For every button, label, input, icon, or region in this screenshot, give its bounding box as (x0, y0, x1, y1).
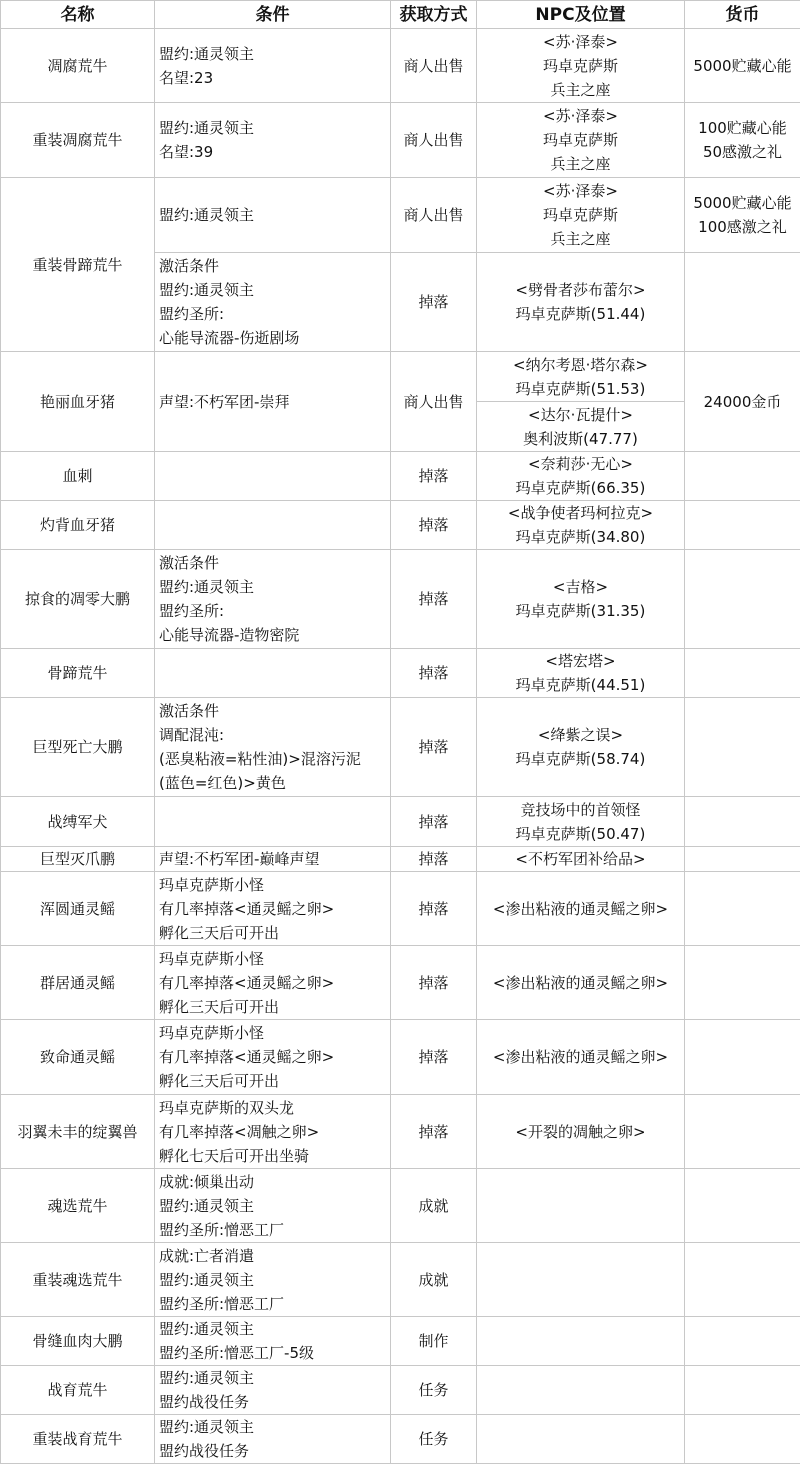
cell-mount-name (1, 649, 155, 698)
cell-text-line: 盟约圣所:憎恶工厂 (159, 1220, 285, 1239)
cell-npc-location (477, 352, 685, 402)
cell-mount-name (1, 29, 155, 103)
table-row (1, 797, 800, 847)
cell-text-line: 盟约圣所:憎恶工厂 (159, 1294, 285, 1313)
header-condition: 条件 (155, 1, 391, 29)
cell-source (391, 452, 477, 501)
cell-condition (155, 797, 391, 847)
cell-source (391, 1243, 477, 1317)
cell-text-line: 名望:23 (159, 68, 214, 87)
cell-mount-name (1, 550, 155, 649)
cell-text-line: <苏·泽泰> (543, 182, 618, 200)
cell-mount-name (1, 847, 155, 872)
header-npc-location: NPC及位置 (477, 1, 685, 29)
cell-text-line: <渗出粘液的通灵鳐之卵> (492, 899, 669, 918)
cell-text-line: 有几率掉落<通灵鳐之卵> (159, 1048, 335, 1066)
cell-mount-name (1, 698, 155, 797)
cell-condition (155, 946, 391, 1020)
cell-mount-name (1, 1317, 155, 1366)
cell-text-line: 盟约战役任务 (159, 1393, 250, 1411)
header-name: 名称 (1, 1, 155, 29)
cell-text-line: 玛卓克萨斯(66.35) (515, 479, 646, 497)
cell-text-line: 玛卓克萨斯(58.74) (515, 750, 646, 768)
cell-source (391, 872, 477, 946)
cell-npc-location (477, 872, 685, 946)
cell-text-line: 掉落 (418, 516, 449, 534)
cell-mount-name (1, 1366, 155, 1415)
cell-condition (155, 1095, 391, 1169)
cell-source (391, 1095, 477, 1169)
cell-text-line: 致命通灵鳐 (39, 1048, 115, 1066)
cell-text-line: <劈骨者莎布蕾尔> (515, 281, 646, 299)
table-body (1, 29, 800, 1464)
table-row (1, 1243, 800, 1317)
cell-text-line: 激活条件 (159, 702, 220, 720)
cell-text-line: 调配混沌: (159, 726, 225, 744)
cell-text-line: 掉落 (418, 664, 449, 682)
cell-text-line: <吉格> (552, 578, 609, 596)
cell-source (391, 103, 477, 178)
cell-text-line: <战争使者玛柯拉克> (507, 504, 654, 522)
header-currency: 货币 (685, 1, 800, 29)
cell-condition (155, 178, 391, 253)
cell-source (391, 1415, 477, 1464)
cell-text-line: 成就 (418, 1270, 449, 1289)
cell-text-line: 掉落 (418, 590, 449, 608)
cell-text-line: 重装骨蹄荒牛 (32, 255, 123, 274)
cell-mount-name (1, 352, 155, 452)
cell-npc-location (477, 1095, 685, 1169)
table-row (1, 946, 800, 1020)
cell-text-line: 激活条件 (159, 257, 220, 275)
cell-text-line: 玛卓克萨斯(51.53) (515, 379, 646, 398)
cell-text-line: 掉落 (418, 973, 449, 992)
cell-currency (685, 797, 800, 847)
cell-condition (155, 1317, 391, 1366)
cell-text-line: 孵化三天后可开出 (159, 997, 280, 1016)
cell-text-line: 制作 (418, 1332, 449, 1350)
cell-text-line: <渗出粘液的通灵鳐之卵> (492, 973, 669, 992)
cell-text-line: 有几率掉落<通灵鳐之卵> (159, 973, 335, 992)
cell-currency (685, 1366, 800, 1415)
cell-npc-location (477, 103, 685, 178)
cell-text-line: 重装魂选荒牛 (32, 1270, 123, 1289)
cell-text-line: 玛卓克萨斯的双头龙 (159, 1098, 295, 1117)
cell-mount-name (1, 1020, 155, 1095)
cell-text-line: 心能导流器-造物密院 (159, 626, 300, 644)
cell-source (391, 29, 477, 103)
table-row (1, 1366, 800, 1415)
cell-text-line: 掉落 (418, 467, 449, 485)
cell-condition (155, 253, 391, 352)
table-row (1, 698, 800, 797)
cell-source (391, 253, 477, 352)
cell-condition (155, 1366, 391, 1415)
cell-text-line: 重装战育荒牛 (32, 1430, 123, 1448)
table-row (1, 1415, 800, 1464)
cell-text-line: 兵主之座 (550, 230, 611, 248)
cell-text-line: 战缚军犬 (47, 812, 108, 831)
cell-text-line: 玛卓克萨斯(44.51) (515, 676, 646, 694)
cell-text-line: 玛卓克萨斯小怪 (159, 875, 265, 894)
cell-text-line: 盟约圣所: (159, 305, 225, 323)
cell-source (391, 847, 477, 872)
table-row (1, 872, 800, 946)
cell-mount-name (1, 501, 155, 550)
cell-text-line: 玛卓克萨斯(34.80) (515, 528, 646, 546)
cell-npc-location (477, 1020, 685, 1095)
cell-npc-location (477, 253, 685, 352)
header-source: 获取方式 (391, 1, 477, 29)
cell-currency (685, 550, 800, 649)
table-row (1, 103, 800, 178)
cell-condition (155, 103, 391, 178)
cell-text-line: 掉落 (418, 293, 449, 311)
cell-text-line: <开裂的凋触之卵> (515, 1122, 646, 1141)
cell-source (391, 352, 477, 452)
cell-source (391, 1020, 477, 1095)
cell-text-line: 盟约:通灵领主 (159, 578, 255, 596)
cell-text-line: <苏·泽泰> (543, 32, 618, 51)
cell-text-line: 重装凋腐荒牛 (32, 131, 123, 149)
cell-text-line: 名望:39 (159, 143, 214, 161)
cell-npc-location (477, 402, 685, 452)
cell-currency (685, 872, 800, 946)
cell-mount-name (1, 103, 155, 178)
cell-source (391, 178, 477, 253)
cell-text-line: 盟约圣所: (159, 602, 225, 620)
cell-npc-location (477, 550, 685, 649)
cell-source (391, 797, 477, 847)
cell-currency (685, 1095, 800, 1169)
cell-text-line: 战育荒牛 (47, 1381, 108, 1399)
cell-text-line: 盟约:通灵领主 (159, 1196, 255, 1215)
cell-npc-location (477, 1243, 685, 1317)
cell-text-line: 掠食的凋零大鹏 (24, 590, 130, 608)
cell-mount-name (1, 946, 155, 1020)
cell-text-line: <达尔·瓦提什> (528, 405, 633, 424)
cell-text-line: <苏·泽泰> (543, 107, 618, 125)
cell-currency (685, 29, 800, 103)
cell-text-line: 凋腐荒牛 (47, 56, 108, 75)
cell-text-line: 盟约:通灵领主 (159, 281, 255, 299)
cell-text-line: 玛卓克萨斯 (542, 56, 618, 75)
cell-currency (685, 698, 800, 797)
table-row (1, 1317, 800, 1366)
cell-mount-name (1, 797, 155, 847)
cell-source (391, 1366, 477, 1415)
cell-text-line: 商人出售 (403, 56, 464, 75)
cell-npc-location (477, 452, 685, 501)
cell-text-line: (恶臭粘液=粘性油)>混溶污泥 (159, 750, 361, 768)
cell-text-line: 玛卓克萨斯 (542, 131, 618, 149)
cell-mount-name (1, 452, 155, 501)
cell-text-line: 盟约:通灵领主 (159, 1270, 255, 1289)
cell-text-line: 巨型死亡大鹏 (32, 738, 123, 756)
cell-condition (155, 352, 391, 452)
cell-source (391, 1169, 477, 1243)
cell-currency (685, 1317, 800, 1366)
cell-condition (155, 501, 391, 550)
table-row (1, 1169, 800, 1243)
cell-text-line: <不朽军团补给品> (515, 850, 646, 868)
cell-text-line: 玛卓克萨斯(50.47) (515, 824, 646, 843)
cell-npc-location (477, 847, 685, 872)
cell-text-line: 成就:倾巢出动 (159, 1172, 255, 1191)
cell-mount-name (1, 1243, 155, 1317)
cell-text-line: 竞技场中的首领怪 (520, 800, 641, 819)
cell-text-line: 孵化三天后可开出 (159, 923, 280, 942)
cell-condition (155, 29, 391, 103)
cell-currency (685, 178, 800, 253)
cell-source (391, 1317, 477, 1366)
cell-currency (685, 1020, 800, 1095)
cell-text-line: 5000贮藏心能 (693, 194, 792, 212)
cell-condition (155, 1020, 391, 1095)
cell-mount-name (1, 178, 155, 352)
cell-text-line: 孵化三天后可开出 (159, 1072, 280, 1090)
cell-mount-name (1, 1095, 155, 1169)
cell-text-line: 孵化七天后可开出坐骑 (159, 1146, 310, 1165)
cell-mount-name (1, 1415, 155, 1464)
cell-currency (685, 501, 800, 550)
cell-source (391, 550, 477, 649)
cell-text-line: 魂选荒牛 (47, 1196, 108, 1215)
cell-text-line: 掉落 (418, 738, 449, 756)
table-row (1, 550, 800, 649)
cell-condition (155, 872, 391, 946)
cell-condition (155, 1243, 391, 1317)
cell-currency (685, 103, 800, 178)
cell-condition (155, 649, 391, 698)
cell-text-line: 商人出售 (403, 206, 464, 224)
cell-text-line: 奥利波斯(47.77) (523, 429, 638, 448)
cell-text-line: 商人出售 (403, 131, 464, 149)
cell-text-line: 5000贮藏心能 (693, 56, 792, 75)
cell-text-line: 兵主之座 (550, 80, 611, 99)
cell-text-line: 心能导流器-伤逝剧场 (159, 329, 300, 347)
cell-npc-location (477, 1366, 685, 1415)
cell-text-line: 玛卓克萨斯小怪 (159, 949, 265, 968)
cell-text-line: <渗出粘液的通灵鳐之卵> (492, 1048, 669, 1066)
cell-npc-location (477, 29, 685, 103)
cell-npc-location (477, 1317, 685, 1366)
table-row (1, 452, 800, 501)
cell-currency (685, 1415, 800, 1464)
cell-text-line: 任务 (418, 1381, 449, 1399)
cell-text-line: 血刺 (62, 467, 93, 485)
cell-text-line: 艳丽血牙猪 (39, 392, 115, 411)
cell-condition (155, 1415, 391, 1464)
cell-text-line: 成就:亡者消遣 (159, 1246, 255, 1265)
cell-text-line: 24000金币 (703, 392, 782, 411)
cell-text-line: 掉落 (418, 1122, 449, 1141)
cell-text-line: 掉落 (418, 899, 449, 918)
cell-text-line: <奈莉莎·无心> (528, 455, 633, 473)
cell-npc-location (477, 797, 685, 847)
cell-text-line: 有几率掉落<通灵鳐之卵> (159, 899, 335, 918)
cell-currency (685, 946, 800, 1020)
cell-text-line: <塔宏塔> (545, 652, 616, 670)
cell-text-line: (蓝色=红色)>黄色 (159, 774, 286, 792)
cell-text-line: 声望:不朽军团-崇拜 (159, 392, 290, 411)
cell-text-line: 骨缝血肉大鹏 (32, 1332, 123, 1350)
cell-text-line: 盟约:通灵领主 (159, 119, 255, 137)
cell-source (391, 649, 477, 698)
cell-text-line: 激活条件 (159, 554, 220, 572)
cell-text-line: 掉落 (418, 850, 449, 868)
cell-mount-name (1, 1169, 155, 1243)
cell-currency (685, 253, 800, 352)
cell-text-line: 盟约:通灵领主 (159, 44, 255, 63)
cell-currency (685, 649, 800, 698)
cell-npc-location (477, 1415, 685, 1464)
cell-text-line: 盟约:通灵领主 (159, 1320, 255, 1338)
table-row (1, 352, 800, 402)
cell-currency (685, 1243, 800, 1317)
cell-text-line: 盟约:通灵领主 (159, 206, 255, 224)
cell-text-line: 玛卓克萨斯小怪 (159, 1024, 265, 1042)
cell-text-line: 兵主之座 (550, 155, 611, 173)
table-row (1, 178, 800, 253)
cell-text-line: 盟约:通灵领主 (159, 1369, 255, 1387)
table-header (1, 1, 800, 29)
cell-text-line: <纳尔考恩·塔尔森> (513, 355, 648, 374)
cell-text-line: 盟约战役任务 (159, 1442, 250, 1460)
cell-text-line: 任务 (418, 1430, 449, 1448)
cell-condition (155, 698, 391, 797)
cell-text-line: 盟约:通灵领主 (159, 1418, 255, 1436)
cell-text-line: 成就 (418, 1196, 449, 1215)
cell-source (391, 946, 477, 1020)
cell-text-line: 商人出售 (403, 392, 464, 411)
cell-text-line: 玛卓克萨斯(31.35) (515, 602, 646, 620)
cell-currency (685, 847, 800, 872)
cell-currency (685, 352, 800, 452)
cell-text-line: 声望:不朽军团-巅峰声望 (159, 850, 320, 868)
cell-text-line: 灼背血牙猪 (39, 516, 115, 534)
cell-text-line: 100贮藏心能 (698, 119, 787, 137)
table-row (1, 847, 800, 872)
table-row (1, 1020, 800, 1095)
table-row (1, 1095, 800, 1169)
cell-text-line: 群居通灵鳐 (39, 973, 115, 992)
cell-npc-location (477, 946, 685, 1020)
cell-text-line: 100感激之礼 (698, 218, 787, 236)
cell-currency (685, 452, 800, 501)
cell-condition (155, 452, 391, 501)
cell-text-line: 巨型灭爪鹏 (39, 850, 115, 868)
cell-text-line: 玛卓克萨斯 (542, 206, 618, 224)
cell-npc-location (477, 649, 685, 698)
cell-condition (155, 1169, 391, 1243)
cell-source (391, 698, 477, 797)
cell-condition (155, 550, 391, 649)
table-row (1, 29, 800, 103)
header-row (1, 1, 800, 29)
cell-text-line: 有几率掉落<凋触之卵> (159, 1122, 320, 1141)
cell-text-line: 羽翼未丰的绽翼兽 (17, 1122, 138, 1141)
cell-currency (685, 1169, 800, 1243)
cell-source (391, 501, 477, 550)
cell-mount-name (1, 872, 155, 946)
cell-condition (155, 847, 391, 872)
cell-text-line: 玛卓克萨斯(51.44) (515, 305, 646, 323)
cell-text-line: 盟约圣所:憎恶工厂-5级 (159, 1344, 315, 1362)
cell-npc-location (477, 178, 685, 253)
cell-text-line: <绛紫之误> (537, 726, 624, 744)
cell-text-line: 掉落 (418, 1048, 449, 1066)
cell-text-line: 骨蹄荒牛 (47, 664, 108, 682)
cell-npc-location (477, 501, 685, 550)
cell-text-line: 50感激之礼 (702, 143, 783, 161)
cell-text-line: 浑圆通灵鳐 (39, 899, 115, 918)
cell-npc-location (477, 698, 685, 797)
cell-text-line: 掉落 (418, 812, 449, 831)
table-row (1, 501, 800, 550)
cell-npc-location (477, 1169, 685, 1243)
table-row (1, 649, 800, 698)
